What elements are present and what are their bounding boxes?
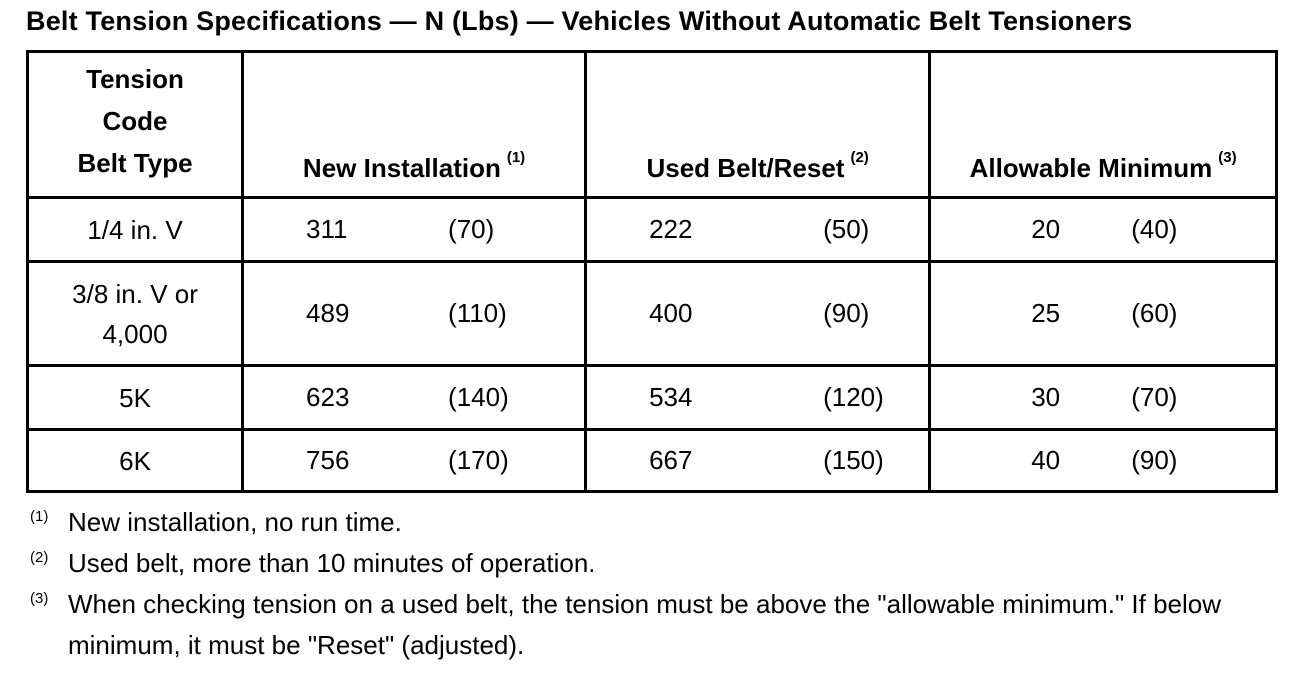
value-lbs: (120) xyxy=(823,382,884,412)
header-belt-type xyxy=(28,52,243,198)
table-row xyxy=(28,366,1277,430)
footnotes xyxy=(26,502,1286,666)
cell-used-belt-reset xyxy=(586,198,930,262)
cell-new-installation xyxy=(243,198,586,262)
footnote-marker: (1) xyxy=(30,508,49,525)
table-row xyxy=(28,430,1277,492)
header-used-belt-reset-label: Used Belt/Reset xyxy=(646,153,845,183)
header-allowable-minimum-label: Allowable Minimum xyxy=(969,153,1213,183)
header-new-installation-label: New Installation xyxy=(302,153,501,183)
footnote-ref: (2) xyxy=(850,149,869,166)
cell-used-belt-reset xyxy=(586,262,930,366)
value-lbs: (90) xyxy=(1131,445,1178,475)
value-newtons: 25 xyxy=(1031,298,1061,328)
value-lbs: (150) xyxy=(823,445,884,475)
value-newtons: 311 xyxy=(306,214,348,244)
header-allowable-minimum xyxy=(930,52,1277,198)
cell-new-installation xyxy=(243,366,586,430)
table-header-row xyxy=(28,52,1277,198)
footnote xyxy=(26,502,1286,543)
cell-used-belt-reset xyxy=(586,430,930,492)
cell-belt-type xyxy=(28,430,243,492)
header-belt-type-line: Tension xyxy=(86,64,184,94)
cell-used-belt-reset xyxy=(586,366,930,430)
belt-tension-table xyxy=(26,50,1278,493)
page-title: Belt Tension Specifications — N (Lbs) — Vehicles Without Automatic Belt Tensioners xyxy=(26,6,1133,36)
cell-new-installation xyxy=(243,430,586,492)
header-belt-type-line: Code xyxy=(102,106,168,136)
header-belt-type-line: Belt Type xyxy=(77,148,193,178)
cell-new-installation xyxy=(243,262,586,366)
footnote xyxy=(26,584,1286,666)
footnote-ref: (1) xyxy=(506,149,526,166)
table-row xyxy=(28,198,1277,262)
footnote-text: New installation, no run time. xyxy=(68,507,402,537)
value-newtons: 756 xyxy=(306,445,350,475)
footnote-marker: (2) xyxy=(30,549,49,566)
value-lbs: (170) xyxy=(448,445,509,475)
value-newtons: 623 xyxy=(306,382,350,412)
value-newtons: 222 xyxy=(649,214,693,244)
value-newtons: 30 xyxy=(1031,382,1061,412)
header-new-installation xyxy=(243,52,586,198)
belt-type-line: 4,000 xyxy=(102,318,168,349)
value-newtons: 40 xyxy=(1031,445,1061,475)
footnote-marker: (3) xyxy=(30,590,49,607)
table-row xyxy=(28,262,1277,366)
value-lbs: (90) xyxy=(823,298,870,328)
value-newtons: 489 xyxy=(306,298,350,328)
cell-allowable-minimum xyxy=(930,198,1277,262)
header-used-belt-reset xyxy=(586,52,930,198)
value-newtons: 667 xyxy=(649,445,693,475)
footnote-ref: (3) xyxy=(1218,149,1237,166)
footnote-text: When checking tension on a used belt, the tension must be above the "allowable minimum." If below minimum, it must be "Reset" (adjusted). xyxy=(68,589,1222,660)
cell-belt-type xyxy=(28,366,243,430)
cell-allowable-minimum xyxy=(930,366,1277,430)
cell-belt-type xyxy=(28,198,243,262)
value-lbs: (50) xyxy=(823,214,870,244)
value-newtons: 534 xyxy=(649,382,693,412)
value-newtons: 20 xyxy=(1031,214,1061,244)
footnote xyxy=(26,543,1286,584)
value-lbs: (40) xyxy=(1131,214,1178,244)
belt-type-line: 6K xyxy=(119,445,151,476)
belt-type-line: 3/8 in. V or xyxy=(72,278,198,309)
belt-type-line: 5K xyxy=(119,382,151,413)
value-lbs: (140) xyxy=(448,382,509,412)
value-lbs: (70) xyxy=(448,214,495,244)
cell-allowable-minimum xyxy=(930,262,1277,366)
value-lbs: (70) xyxy=(1131,382,1178,412)
cell-allowable-minimum xyxy=(930,430,1277,492)
cell-belt-type xyxy=(28,262,243,366)
value-lbs: (60) xyxy=(1131,298,1178,328)
value-lbs: (110) xyxy=(448,298,507,328)
footnote-text: Used belt, more than 10 minutes of operation. xyxy=(68,548,596,578)
belt-type-line: 1/4 in. V xyxy=(87,214,183,245)
value-newtons: 400 xyxy=(649,298,693,328)
